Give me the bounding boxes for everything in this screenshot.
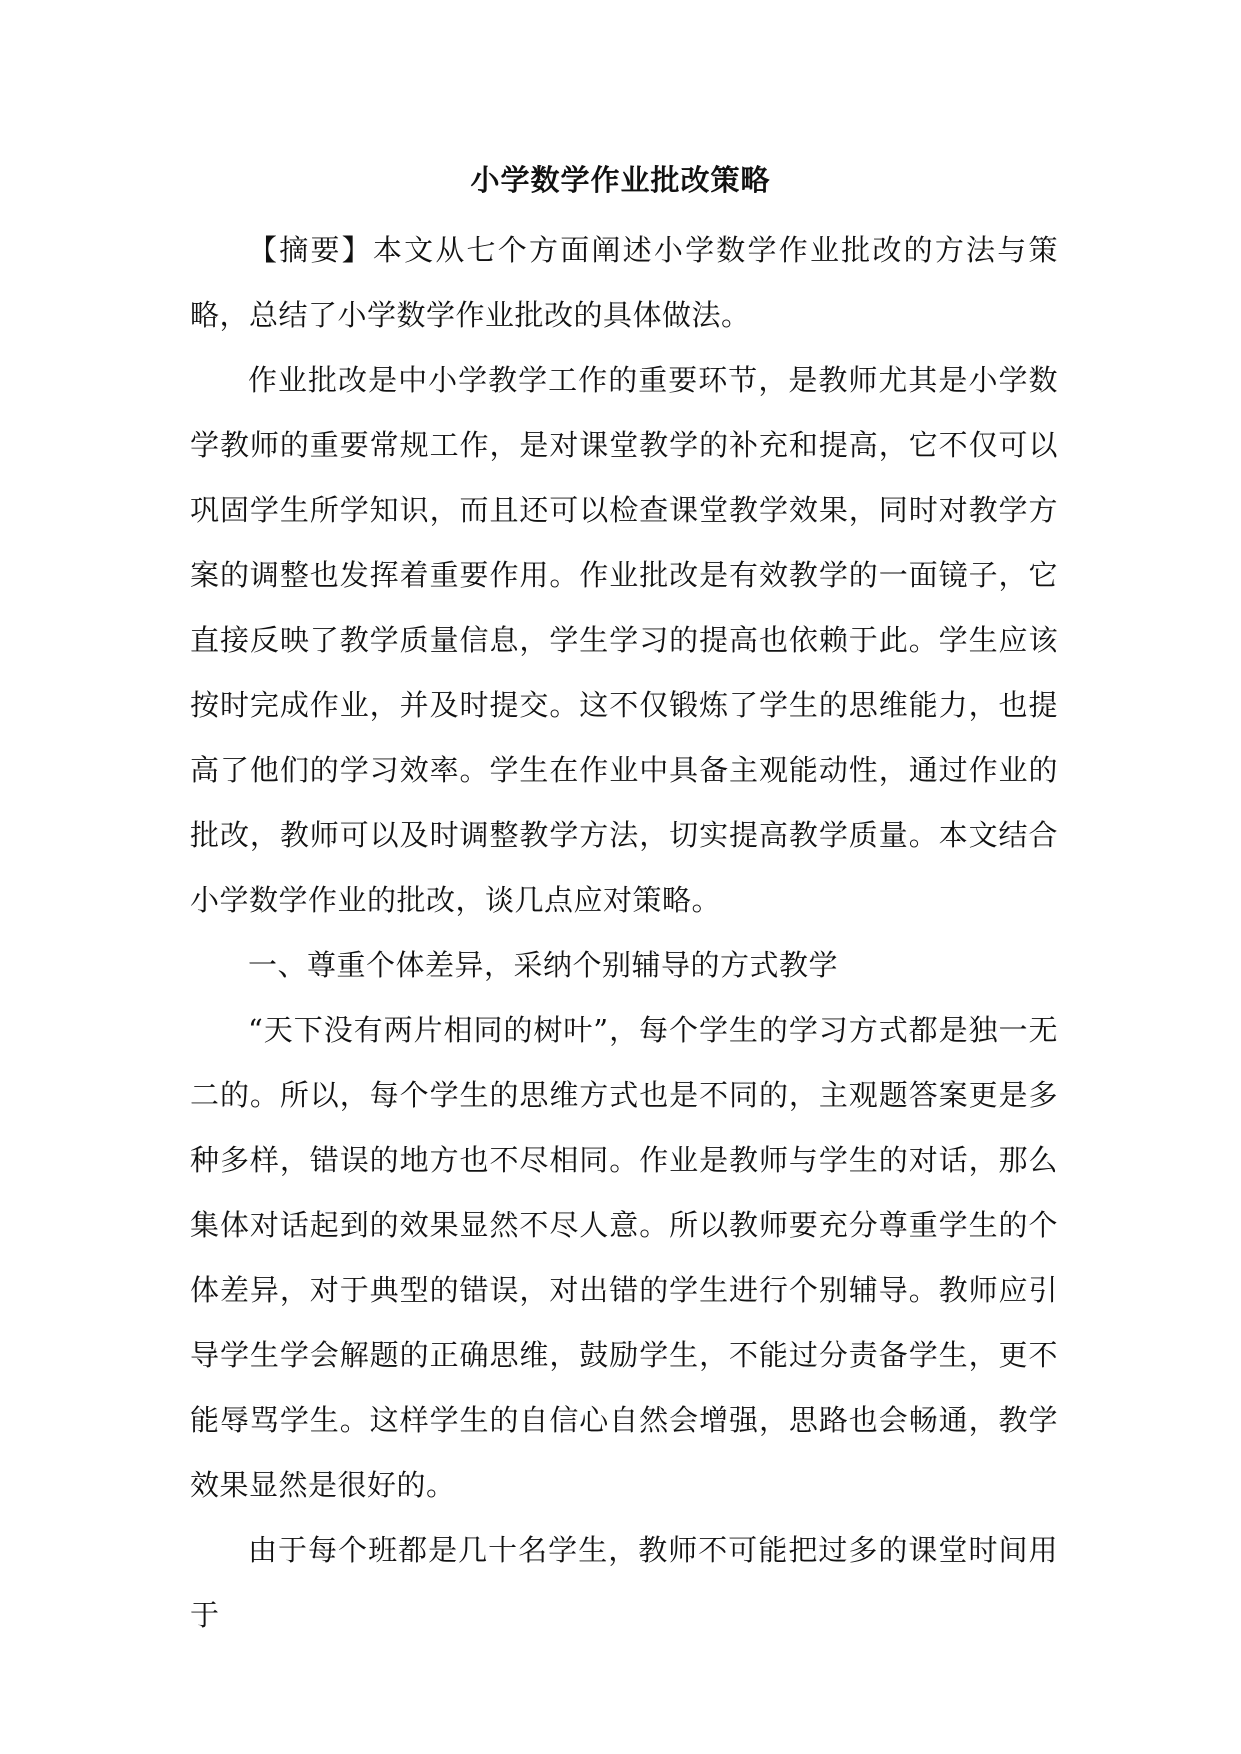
document-title: 小学数学作业批改策略 xyxy=(470,163,771,197)
section-1-paragraph: “天下没有两片相同的树叶”，每个学生的学习方式都是独一无二的。所以，每个学生的思维方式也是不同的，主观题答案更是多种多样，错误的地方也不尽相同。作业是教师与学生的对话，那么集体对话起到的效果显然不尽人意。所以教师要充分尊重学生的个体差异，对于典型的错误，对出错的学生进行个别辅导。教师应引导学生学会解题的正确思维，鼓励学生，不能过分责备学生，更不能辱骂学生。这样学生的自信心自然会增强，思路也会畅通，教学效果显然是很好的。 xyxy=(190,1013,1058,1502)
abstract-paragraph: 【摘要】本文从七个方面阐述小学数学作业批改的方法与策略，总结了小学数学作业批改的具体做法。 xyxy=(190,233,1058,332)
intro-paragraph: 作业批改是中小学教学工作的重要环节，是教师尤其是小学数学教师的重要常规工作，是对课堂教学的补充和提高，它不仅可以巩固学生所学知识，而且还可以检查课堂教学效果，同时对教学方案的调整也发挥着重要作用。作业批改是有效教学的一面镜子，它直接反映了教学质量信息，学生学习的提高也依赖于此。学生应该按时完成作业，并及时提交。这不仅锻炼了学生的思维能力，也提高了他们的学习效率。学生在作业中具备主观能动性，通过作业的批改，教师可以及时调整教学方法，切实提高教学质量。本文结合小学数学作业的批改，谈几点应对策略。 xyxy=(190,363,1058,917)
document-body xyxy=(190,218,1058,1648)
section-heading-1: 一、尊重个体差异，采纳个别辅导的方式教学 xyxy=(248,948,839,982)
section-1-paragraph-2: 由于每个班都是几十名学生，教师不可能把过多的课堂时间用于 xyxy=(190,1533,1058,1632)
